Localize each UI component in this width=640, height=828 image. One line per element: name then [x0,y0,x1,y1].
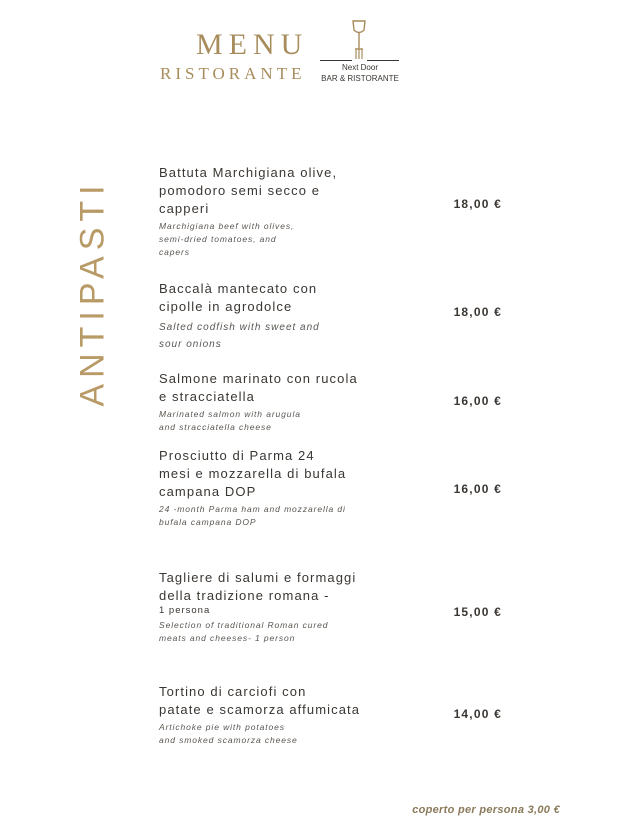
item-name-line: Tortino di carciofi con [159,684,307,699]
item-desc-line: semi-dried tomatoes, and [159,234,277,244]
logo-tagline-line2: BAR & RISTORANTE [321,74,399,83]
item-name-line: e stracciatella [159,389,255,404]
item-name-line: patate e scamorza affumicata [159,702,361,717]
item-price: 16,00 € [453,394,502,408]
menu-item [159,280,459,353]
item-name-line: della tradizione romana - [159,588,330,603]
cover-charge-note: coperto per persona 3,00 € [412,804,560,816]
section-title-text: ANTIPASTI [73,179,112,407]
item-price: 16,00 € [453,482,502,496]
item-price: 15,00 € [453,605,502,619]
item-description [159,220,459,259]
item-name-line: Baccalà mantecato con [159,281,318,296]
item-desc-line: Artichoke pie with potatoes [159,722,285,732]
item-desc-line: meats and cheeses- 1 person [159,633,296,643]
wine-glass-fork-icon [349,19,369,61]
item-description [159,619,459,645]
item-name [159,370,459,406]
logo-divider-left [320,60,352,61]
menu-item [159,370,459,434]
logo-divider-right [367,60,399,61]
item-desc-line: Salted codfish with sweet and [159,322,320,333]
item-name [159,280,459,316]
item-name-line: cipolle in agrodolce [159,299,293,314]
item-name-line: Battuta Marchigiana olive, [159,165,338,180]
item-desc-line: and stracciatella cheese [159,422,272,432]
item-desc-line: Marinated salmon with arugula [159,409,301,419]
item-desc-line: Selection of traditional Roman cured [159,620,329,630]
item-name-line: pomodoro semi secco e [159,183,321,198]
item-name-line: Tagliere di salumi e formaggi [159,570,357,585]
logo-ristorante-word: RISTORANTE [160,64,306,83]
item-description [159,319,459,353]
item-name [159,683,459,719]
item-price: 18,00 € [453,305,502,319]
logo-menu-word: MENU [196,28,309,61]
item-name [159,569,459,605]
item-price: 18,00 € [453,197,502,211]
item-name [159,447,459,501]
item-description [159,503,459,529]
item-name-line: Prosciutto di Parma 24 [159,448,315,463]
item-description [159,408,459,434]
item-portion: 1 persona [159,605,211,616]
logo-tagline [318,62,402,84]
menu-item [159,447,459,529]
item-desc-line: Marchigiana beef with olives, [159,221,295,231]
menu-item [159,569,459,645]
item-desc-line: capers [159,247,190,257]
item-price: 14,00 € [453,707,502,721]
item-name-line: campana DOP [159,484,257,499]
item-desc-line: and smoked scamorza cheese [159,735,298,745]
restaurant-logo [0,0,640,110]
item-desc-line: 24 -month Parma ham and mozzarella di [159,504,346,514]
item-desc-line: bufala campana DOP [159,517,257,527]
item-name-line: mesi e mozzarella di bufala [159,466,347,481]
item-name-line: Salmone marinato con rucola [159,371,358,386]
item-description [159,721,459,747]
menu-item [159,164,459,259]
item-name [159,164,459,218]
menu-item [159,683,459,747]
logo-tagline-line1: Next Door [341,63,378,72]
item-name-line: capperi [159,201,210,216]
item-desc-line: sour onions [159,339,222,350]
